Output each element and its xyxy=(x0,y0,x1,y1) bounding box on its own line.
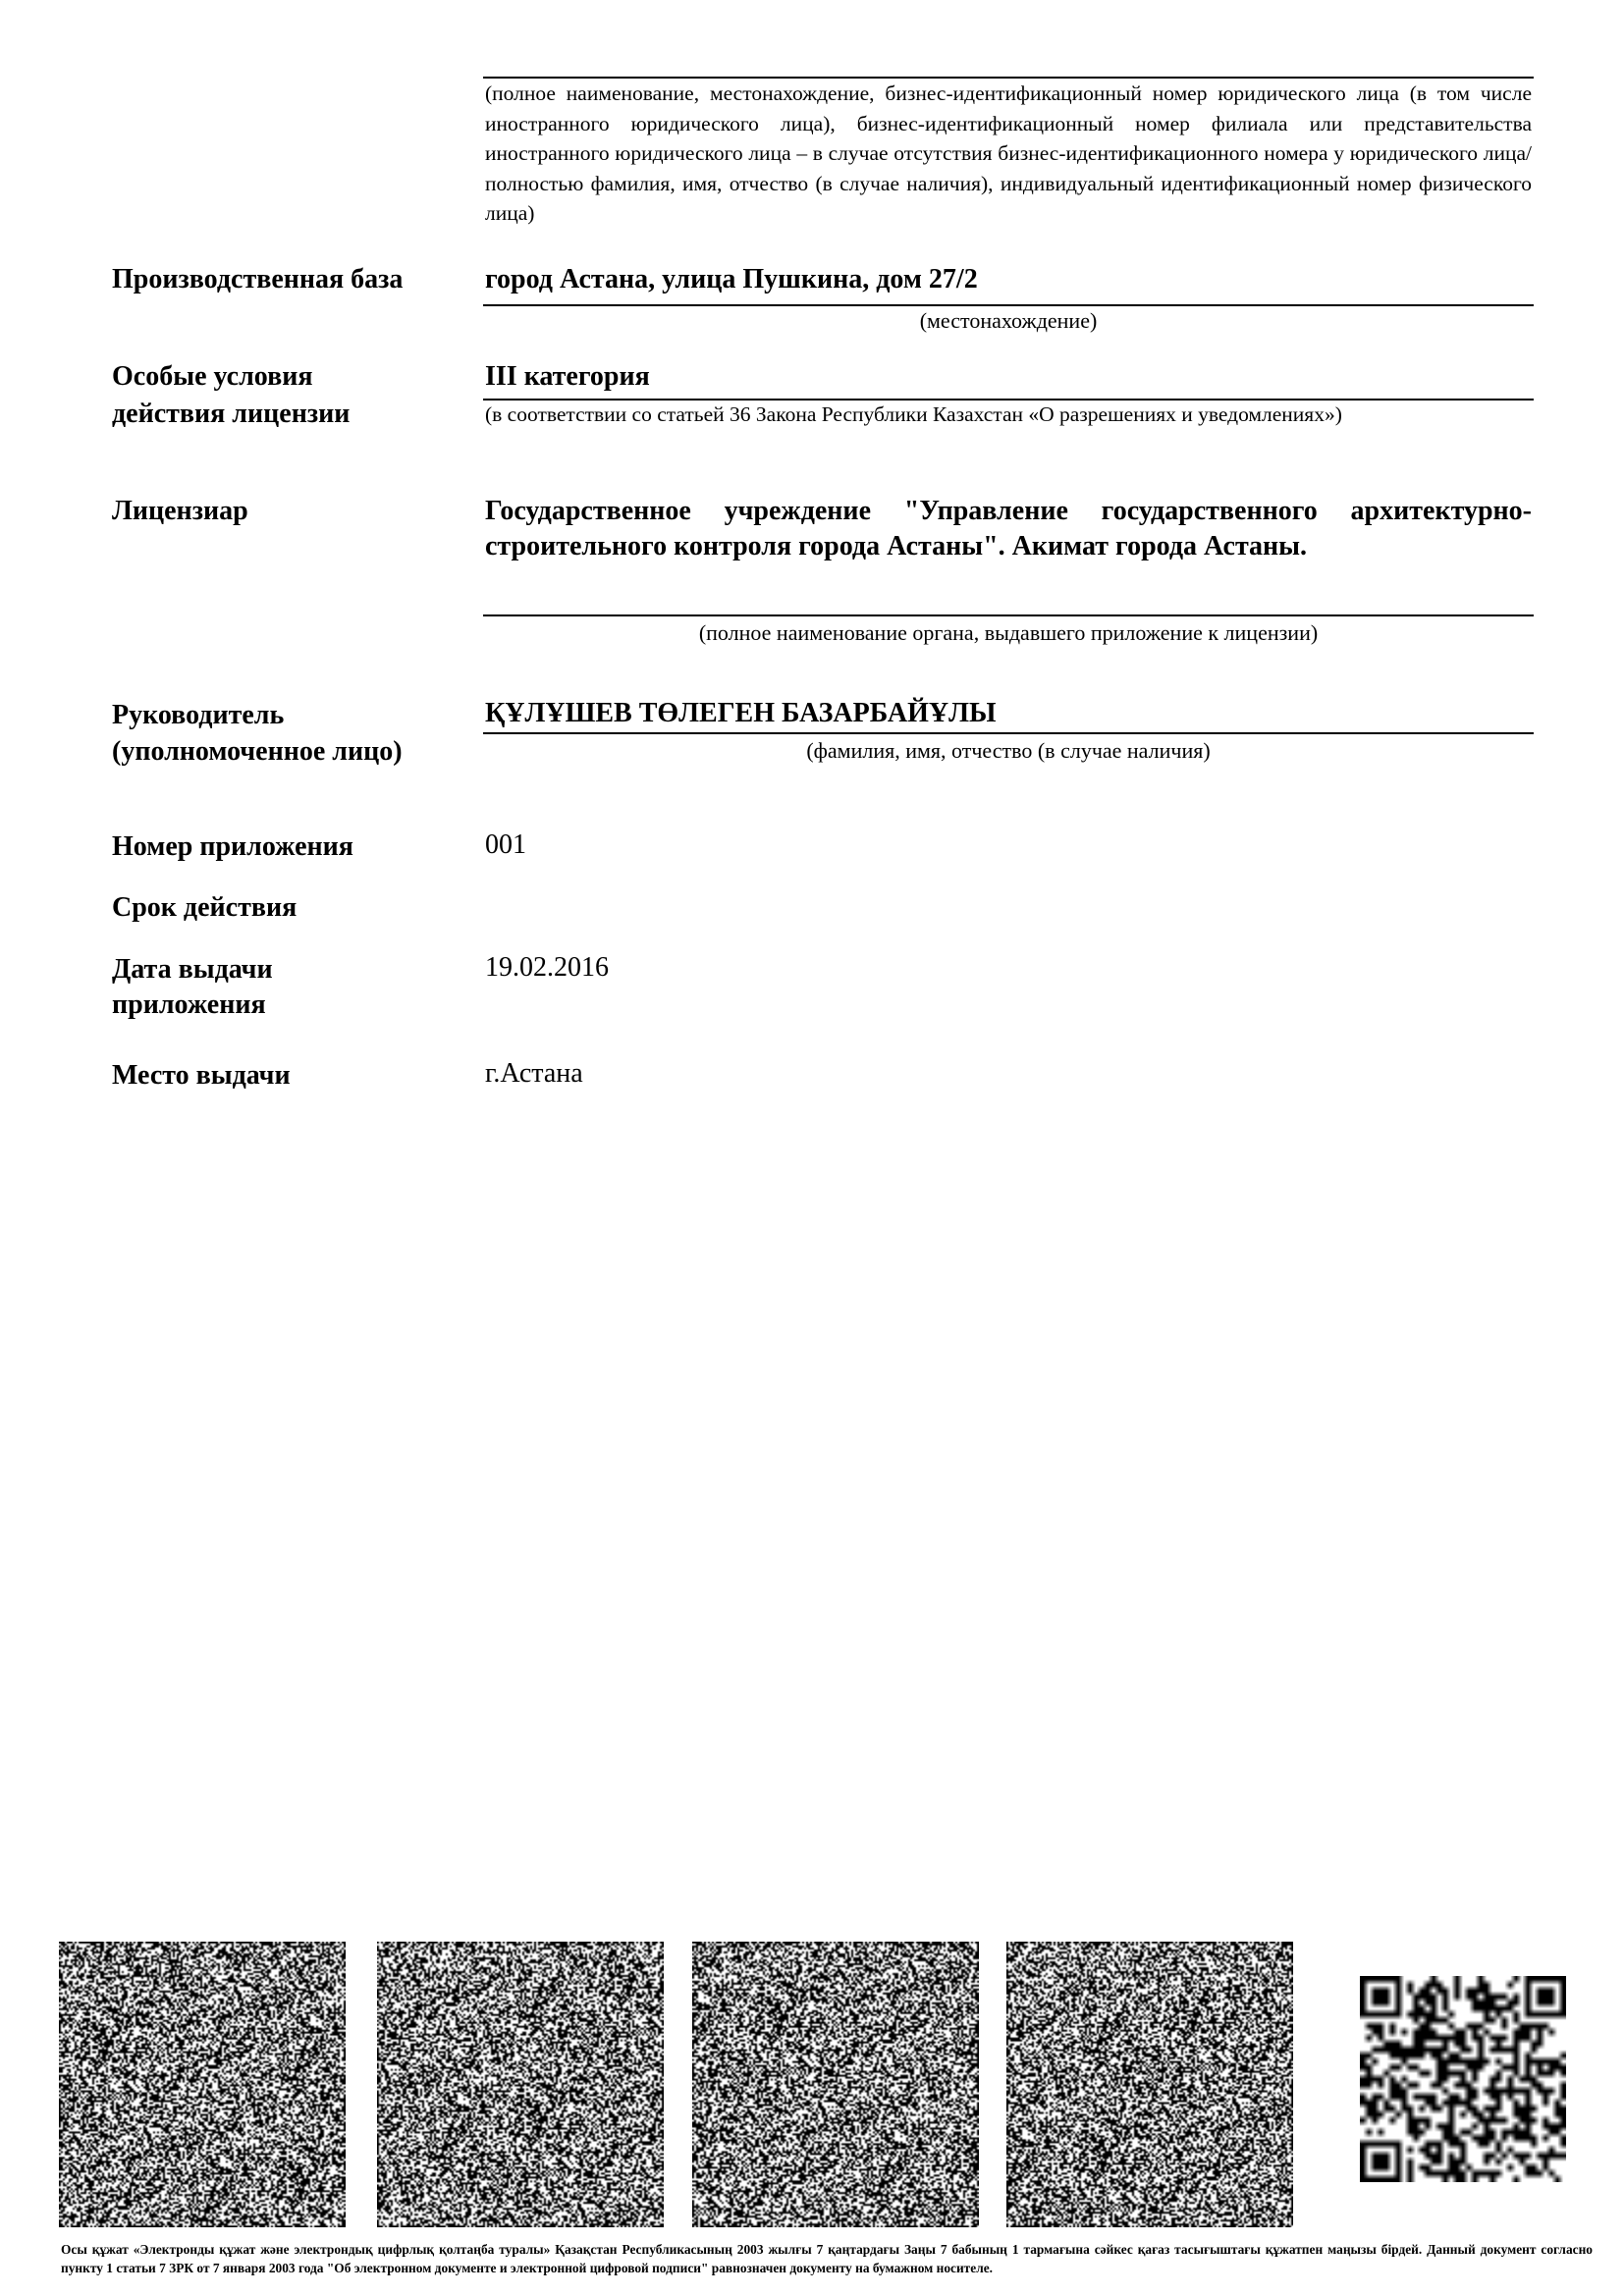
barcode-2 xyxy=(377,1942,664,2227)
licensor-value: Государственное учреждение "Управление государственного архитектурно-строительного контроля города Астаны". Акимат города Астаны. xyxy=(485,496,1532,561)
production-base-label: Производственная база xyxy=(112,264,404,294)
issue-date-label-2: приложения xyxy=(112,989,266,1020)
barcode-1 xyxy=(59,1942,346,2227)
special-conditions-value: III категория xyxy=(485,361,650,392)
special-conditions-label-2: действия лицензии xyxy=(112,399,351,429)
appendix-number-label: Номер приложения xyxy=(112,831,353,862)
head-value: ҚҰЛҰШЕВ ТӨЛЕГЕН БАЗАРБАЙҰЛЫ xyxy=(485,698,997,728)
applicant-caption: (полное наименование, местонахождение, бизнес-идентификационный номер юридического лица (в том числе иностранного юридического лица), бизнес-идентификационный номер филиала или представительства иностранного юридического лица – в случае отсутствия бизнес-идентификационного номера у юридического лица/полностью фамилия, имя, отчество (в случае наличия), индивидуальный идентификационный номер физического лица) xyxy=(485,81,1532,225)
head-label-2: (уполномоченное лицо) xyxy=(112,736,403,767)
head-caption: (фамилия, имя, отчество (в случае наличия) xyxy=(806,738,1211,763)
head-label-1: Руководитель xyxy=(112,700,285,730)
licensor-caption: (полное наименование органа, выдавшего приложение к лицензии) xyxy=(698,620,1319,645)
issue-place-label: Место выдачи xyxy=(112,1060,291,1091)
barcode-3 xyxy=(692,1942,979,2227)
production-base-caption: (местонахождение) xyxy=(919,308,1098,333)
special-conditions-caption: (в соответствии со статьей 36 Закона Республики Казахстан «О разрешениях и уведомлениях») xyxy=(485,402,1342,426)
qr-code xyxy=(1360,1976,1566,2182)
head-underline xyxy=(483,732,1534,734)
licensor-underline xyxy=(483,614,1534,616)
production-base-value: город Астана, улица Пушкина, дом 27/2 xyxy=(485,264,978,294)
footer-legal-note: Осы құжат «Электронды құжат және электрондық цифрлық қолтаңба туралы» Қазақстан Республикасының 2003 жылғы 7 қаңтардағы Заңы 7 бабының 1 тармағына сәйкес қағаз тасығыштағы құжатпен маңызы бірдей. Данный документ согласно пункту 1 статьи 7 ЗРК от 7 января 2003 года "Об электронном документе и электронной цифровой подписи" равнозначен документу на бумажном носителе. xyxy=(61,2242,1593,2275)
licensor-label: Лицензиар xyxy=(112,496,248,526)
validity-label: Срок действия xyxy=(112,892,298,923)
special-conditions-label-1: Особые условия xyxy=(112,361,313,392)
issue-date-label-1: Дата выдачи xyxy=(112,954,273,985)
issue-place-value: г.Астана xyxy=(485,1058,583,1089)
appendix-number-value: 001 xyxy=(485,829,526,860)
issue-date-value: 19.02.2016 xyxy=(485,952,609,983)
barcode-4 xyxy=(1006,1942,1293,2227)
